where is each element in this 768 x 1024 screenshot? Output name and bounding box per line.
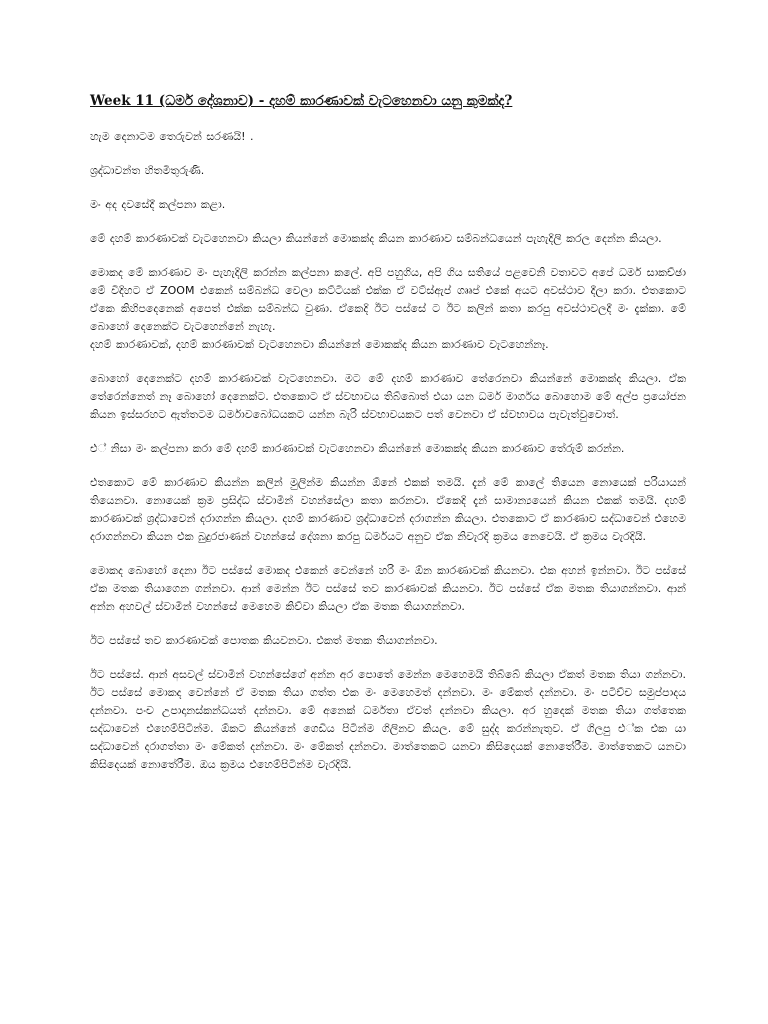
paragraph-line: එ් නිසා මං කල්පනා කරා මේ දහම් කාරණාවක් වැටහෙනවා කියන්නේ මොකක්ද කියන කාරණාව තේරුම් කරන්න. bbox=[90, 442, 625, 455]
paragraph-intro bbox=[90, 196, 686, 214]
paragraph-reading bbox=[90, 632, 686, 650]
paragraph-topic bbox=[90, 230, 686, 248]
paragraph-conclusion bbox=[90, 666, 686, 774]
paragraph-understanding bbox=[90, 370, 686, 424]
paragraph-line: ඊට පස්සේ. ආන් අසවල් ස්වාමීන් වහන්සේගේ අන්න අර පොතේ මෙන්න මෙහෙමයි තිබ්බේ කියලා ඒකත් මතක තියා ගන්නවා. ඊට පස්සේ මොකද වෙන්නේ ඒ මතක තියා ගත්ත එක මං මෙහෙමත් දන්නවා. මං මේකත් දන්නවා. මං පටිච්ච සමුප්පාදය දන්නවා. පංච උපාදානස්කන්ධයත් දන්නවා. මේ අනෙක් ධර්මතා ඒවත් දන්නවා කියලා. අර හුදෙක් මතක තියා ගත්තෙක සද්ධාවෙන් එහෙම්පිටින්ම. ඕකට කියන්නේ ගෙඩිය පිටින්ම ගිලිනව කියල. මේ සුද්ද කරන්නැතුව. ඒ ගිලපු එ්ක එක යා සද්ධාවෙන් දරාගත්තා මං මේකත් දන්නවා. මං මේකත් දන්නවා. මාත්තෙකට යනවා කිසිදෙයක් නොතේරීම. මාත්තෙකට යනවා කිසිදෙයක් නොතේරීම. ඔය ක්‍රමය එහෙම්පිටින්ම වැරදියි. bbox=[90, 668, 686, 771]
paragraph-line: එතකොට මේ කාරණාව කියන්න කලින් මුලින්ම කියන්න ඕනේ එකක් තමයි. දැන් මේ කාලේ තියෙන නොයෙක් පරියායන් තියෙනවා. නොයෙක් ක්‍රම ප්‍රසිද්ධ ස්වාමීන් වහන්සේලා කතා කරනවා. ඒකෙදි දැන් සාමාන්‍යයෙන් කියන එකක් තමයි. දහම් කාරණාවක් ශ්‍රද්ධාවෙන් දරාගන්න කියලා. දහම් කාරණාව ශ්‍රද්ධාවෙන් දරාගන්න කියලා. එතකොට ඒ කාරණාව සද්ධාවෙන් එහෙම දරාගන්නවා කියන එක බුදුරජාණන් වහන්සේ දේශනා කරපු ධර්මයට අනුව ඒක නිවැරදි ක්‍රමය නෙවෙයි. ඒ ක්‍රමය වැරදියි. bbox=[90, 476, 686, 543]
paragraph-memorizing bbox=[90, 562, 686, 616]
paragraph-line: දහම් කාරණාවක්, දහම් කාරණාවක් වැටහෙනවා කියන්නේ මොකක්ද කියන කාරණාව වැටහෙන්නෑ. bbox=[90, 338, 549, 351]
paragraph-line: මං අද දවසේදී කල්පනා කළා. bbox=[90, 198, 226, 211]
paragraph-line: ශ්‍රද්ධාවන්ත හිතමිතුරුණි. bbox=[90, 164, 205, 177]
paragraph-line: ඊට පස්සේ තව කාරණාවක් පොතක කියවනවා. එකත් මතක තියාගන්නවා. bbox=[90, 634, 438, 647]
paragraph-reason bbox=[90, 440, 686, 458]
paragraph-line: මේ දහම් කාරණාවක් වැටහෙනවා කියලා කියන්නේ මොකක්ද කියන කාරණාව සම්බන්ධයෙන් පැහැදිලි කරල දෙන්න කියලා. bbox=[90, 232, 662, 245]
paragraph-line: මොකද බොහෝ දෙනා ඊට පස්සේ මොකද එකෙන් වෙන්නේ හරි මං ඕන කාරණාවක් කියනවා. එක අහන් ඉන්නවා. ඊට පස්සේ ඒක මතක තියාගෙන ගන්නවා. ආන් මෙන්න ඊට පස්සේ තව කාරණාවක් කියනවා. ඊට පස්සේ ඒක මතක තියාගන්නවා. ආන් අන්න අහවල් ස්වාමීන් වහන්සේ මෙහෙම කිව්වා කියලා ඒක මතක තියාගන්නවා. bbox=[90, 564, 686, 613]
paragraph-greeting bbox=[90, 128, 686, 146]
document-title: Week 11 (ධර්ම දේශනාව) - දහම් කාරණාවක් වැටහෙනවා යනු කුමක්ද? bbox=[90, 93, 513, 109]
paragraph-line: හැම දෙනාටම තෙරුවන් සරණයි! . bbox=[90, 130, 254, 143]
paragraph-salutation bbox=[90, 162, 686, 180]
paragraph-line: බොහෝ දෙනෙක්ට දහම් කාරණාවක් වැටහෙනවා. මට මේ දහම් කාරණාව තේරෙනවා කියන්නේ මොකක්ද කියලා. ඒක තේරෙන්නෙත් නෑ බොහෝ දෙනෙක්ට. එතකොට ඒ ස්වභාවය තිබ්බොත් එයා යන ධර්ම මාර්ගය බොහොම මේ අල්ප ප්‍රයෝජන කියන ඉස්සරහට ඇත්තටම ධර්මාවබෝධයකට යන්න බැරි ස්වභාවයකට පත් වෙනවා ඒ ස්වභාවය පැවැත්වුවොත්. bbox=[90, 372, 686, 421]
paragraph-methods bbox=[90, 474, 686, 546]
paragraph-line: මොකද මේ කාරණාව මං පැහැදිලි කරන්න කල්පනා කලේ. අපි පහුගිය, අපි ගිය සතියේ පළවෙනි වතාවට අපේ ධර්ම සාකච්ඡා මේ විදිහට ඒ ZOOM එකෙන් සම්බන්ධ වෙලා කට්ටියක් එක්ක ඒ වට්ස්ඇප් ගෲප් එකේ අයට අවස්ථාව දීලා කරා. එතකොට ඒකෙ කිහිපදෙනෙක් අපෙත් එක්ක සම්බන්ධ වුණා. ඒකෙදි ඊට පස්සේ ට ඊට කලින් කතා කරපු අවස්ථාවලදී මං දැක්කා. මේ බොහෝ දෙනෙක්ට වැටහෙන්නේ නැහැ. bbox=[90, 266, 686, 333]
paragraph-zoom-session bbox=[90, 264, 686, 354]
